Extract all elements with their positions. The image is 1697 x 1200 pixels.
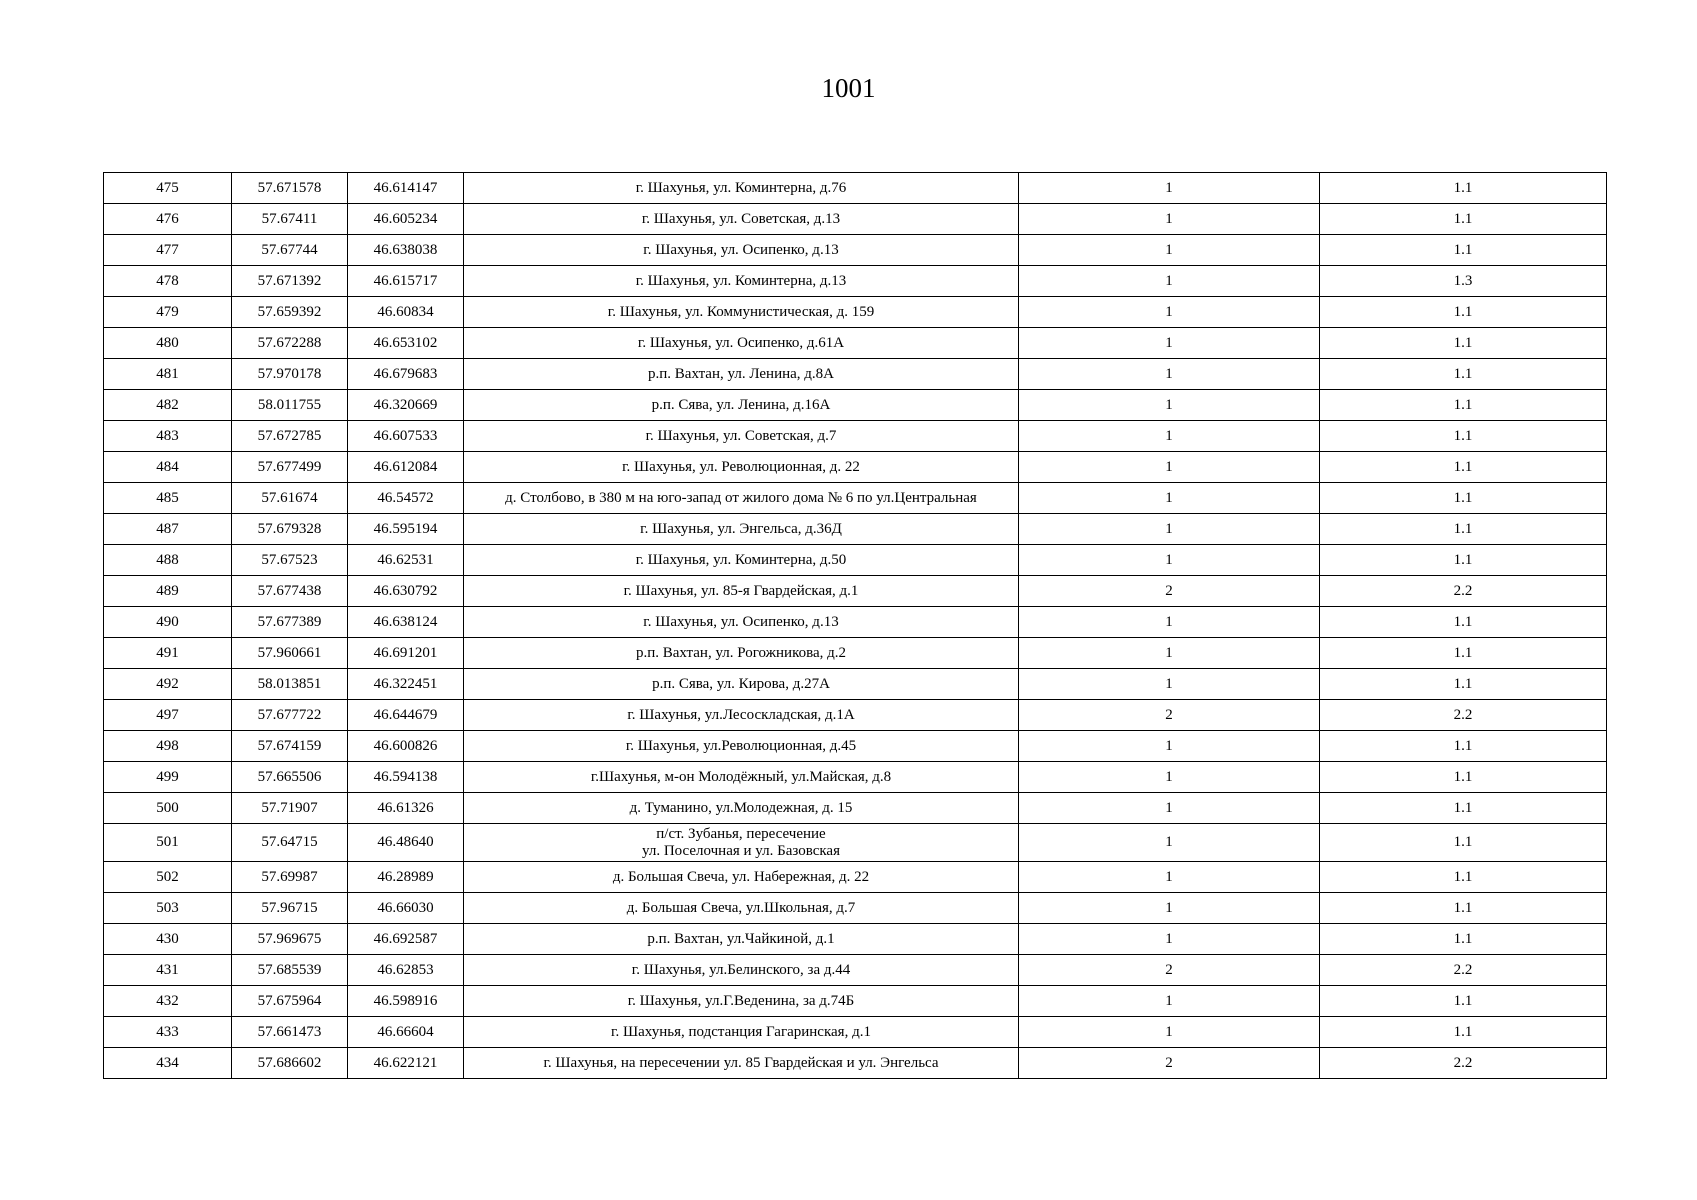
row-id-cell: 434	[104, 1048, 232, 1079]
address-line: г. Шахунья, ул. Осипенко, д.13	[643, 241, 839, 258]
table-row	[104, 390, 1607, 421]
address-line: г. Шахунья, ул. Коминтерна, д.76	[635, 179, 847, 196]
longitude-cell: 46.605234	[348, 204, 464, 235]
volume-cell: 1.1	[1320, 762, 1607, 793]
row-id-cell: 498	[104, 731, 232, 762]
volume-cell: 2.2	[1320, 700, 1607, 731]
row-id-cell: 499	[104, 762, 232, 793]
latitude-cell: 57.969675	[232, 924, 348, 955]
volume-cell: 1.1	[1320, 793, 1607, 824]
container-count-cell: 1	[1019, 986, 1320, 1017]
volume-cell: 1.1	[1320, 514, 1607, 545]
container-count-cell: 2	[1019, 955, 1320, 986]
table-row	[104, 793, 1607, 824]
address-cell	[464, 793, 1019, 824]
table-row	[104, 266, 1607, 297]
container-count-cell: 1	[1019, 204, 1320, 235]
latitude-cell: 57.672288	[232, 328, 348, 359]
address-cell	[464, 824, 1019, 862]
address-line: г. Шахунья, ул.Белинского, за д.44	[631, 961, 851, 978]
table-row	[104, 607, 1607, 638]
longitude-cell: 46.320669	[348, 390, 464, 421]
address-line: р.п. Сява, ул. Ленина, д.16А	[651, 396, 831, 413]
address-line: г. Шахунья, ул. Коминтерна, д.50	[635, 551, 847, 568]
row-id-cell: 479	[104, 297, 232, 328]
volume-cell: 1.1	[1320, 359, 1607, 390]
latitude-cell: 57.69987	[232, 862, 348, 893]
longitude-cell: 46.692587	[348, 924, 464, 955]
table-row	[104, 669, 1607, 700]
container-count-cell: 2	[1019, 1048, 1320, 1079]
container-count-cell: 1	[1019, 924, 1320, 955]
container-count-cell: 1	[1019, 862, 1320, 893]
table-row	[104, 359, 1607, 390]
table-row	[104, 700, 1607, 731]
container-count-cell: 1	[1019, 235, 1320, 266]
container-count-cell: 1	[1019, 359, 1320, 390]
container-count-cell: 1	[1019, 483, 1320, 514]
address-line: ул. Поселочная и ул. Базовская	[642, 842, 840, 859]
container-count-cell: 1	[1019, 824, 1320, 862]
container-count-cell: 2	[1019, 700, 1320, 731]
row-id-cell: 488	[104, 545, 232, 576]
table-row	[104, 638, 1607, 669]
table-row	[104, 824, 1607, 862]
row-id-cell: 484	[104, 452, 232, 483]
volume-cell: 1.1	[1320, 986, 1607, 1017]
longitude-cell: 46.62531	[348, 545, 464, 576]
address-cell	[464, 924, 1019, 955]
volume-cell: 1.1	[1320, 545, 1607, 576]
address-line: д. Большая Свеча, ул. Набережная, д. 22	[612, 868, 870, 885]
container-count-cell: 1	[1019, 793, 1320, 824]
address-line: г. Шахунья, ул.Г.Веденина, за д.74Б	[627, 992, 855, 1009]
latitude-cell: 57.67411	[232, 204, 348, 235]
volume-cell: 1.1	[1320, 328, 1607, 359]
page-number: 1001	[821, 73, 876, 103]
longitude-cell: 46.638124	[348, 607, 464, 638]
address-cell	[464, 297, 1019, 328]
address-line: р.п. Вахтан, ул. Ленина, д.8А	[648, 365, 834, 382]
table-row	[104, 297, 1607, 328]
latitude-cell: 57.665506	[232, 762, 348, 793]
longitude-cell: 46.615717	[348, 266, 464, 297]
address-cell	[464, 483, 1019, 514]
latitude-cell: 57.96715	[232, 893, 348, 924]
longitude-cell: 46.644679	[348, 700, 464, 731]
row-id-cell: 478	[104, 266, 232, 297]
address-line: р.п. Сява, ул. Кирова, д.27А	[652, 675, 830, 692]
longitude-cell: 46.66030	[348, 893, 464, 924]
address-cell	[464, 607, 1019, 638]
latitude-cell: 57.61674	[232, 483, 348, 514]
longitude-cell: 46.679683	[348, 359, 464, 390]
address-line: г. Шахунья, ул. Революционная, д. 22	[622, 458, 860, 475]
row-id-cell: 485	[104, 483, 232, 514]
container-count-cell: 1	[1019, 638, 1320, 669]
address-line: д. Туманино, ул.Молодежная, д. 15	[629, 799, 853, 816]
volume-cell: 1.1	[1320, 452, 1607, 483]
longitude-cell: 46.66604	[348, 1017, 464, 1048]
row-id-cell: 502	[104, 862, 232, 893]
volume-cell: 1.1	[1320, 924, 1607, 955]
latitude-cell: 57.661473	[232, 1017, 348, 1048]
latitude-cell: 57.671578	[232, 173, 348, 204]
longitude-cell: 46.638038	[348, 235, 464, 266]
longitude-cell: 46.322451	[348, 669, 464, 700]
address-cell	[464, 359, 1019, 390]
table-row	[104, 452, 1607, 483]
longitude-cell: 46.598916	[348, 986, 464, 1017]
row-id-cell: 430	[104, 924, 232, 955]
address-line: г. Шахунья, ул. Осипенко, д.13	[643, 613, 839, 630]
address-line: г. Шахунья, ул. Советская, д.7	[645, 427, 837, 444]
container-count-cell: 1	[1019, 669, 1320, 700]
table-row	[104, 204, 1607, 235]
table-row	[104, 1017, 1607, 1048]
address-cell	[464, 545, 1019, 576]
address-line: г. Шахунья, ул. 85-я Гвардейская, д.1	[623, 582, 859, 599]
row-id-cell: 433	[104, 1017, 232, 1048]
address-cell	[464, 700, 1019, 731]
volume-cell: 1.1	[1320, 862, 1607, 893]
address-line: г. Шахунья, на пересечении ул. 85 Гвардейская и ул. Энгельса	[543, 1054, 939, 1071]
address-cell	[464, 986, 1019, 1017]
container-count-cell: 1	[1019, 297, 1320, 328]
volume-cell: 1.1	[1320, 607, 1607, 638]
table-row	[104, 986, 1607, 1017]
longitude-cell: 46.28989	[348, 862, 464, 893]
latitude-cell: 57.970178	[232, 359, 348, 390]
table-row	[104, 328, 1607, 359]
latitude-cell: 57.677722	[232, 700, 348, 731]
latitude-cell: 57.64715	[232, 824, 348, 862]
table-row	[104, 893, 1607, 924]
container-count-cell: 2	[1019, 576, 1320, 607]
row-id-cell: 432	[104, 986, 232, 1017]
row-id-cell: 476	[104, 204, 232, 235]
table-row	[104, 924, 1607, 955]
longitude-cell: 46.607533	[348, 421, 464, 452]
table-row	[104, 421, 1607, 452]
row-id-cell: 480	[104, 328, 232, 359]
row-id-cell: 492	[104, 669, 232, 700]
longitude-cell: 46.614147	[348, 173, 464, 204]
table-row	[104, 576, 1607, 607]
volume-cell: 1.1	[1320, 893, 1607, 924]
address-cell	[464, 893, 1019, 924]
table-row	[104, 862, 1607, 893]
latitude-cell: 57.67744	[232, 235, 348, 266]
volume-cell: 1.1	[1320, 390, 1607, 421]
volume-cell: 1.1	[1320, 669, 1607, 700]
address-cell	[464, 514, 1019, 545]
row-id-cell: 501	[104, 824, 232, 862]
longitude-cell: 46.622121	[348, 1048, 464, 1079]
address-cell	[464, 731, 1019, 762]
address-line: р.п. Вахтан, ул. Рогожникова, д.2	[635, 644, 847, 661]
container-count-cell: 1	[1019, 762, 1320, 793]
address-cell	[464, 638, 1019, 669]
address-cell	[464, 669, 1019, 700]
latitude-cell: 57.679328	[232, 514, 348, 545]
volume-cell: 1.3	[1320, 266, 1607, 297]
address-line: р.п. Вахтан, ул.Чайкиной, д.1	[647, 930, 835, 947]
container-count-cell: 1	[1019, 421, 1320, 452]
volume-cell: 1.1	[1320, 824, 1607, 862]
address-cell	[464, 328, 1019, 359]
row-id-cell: 431	[104, 955, 232, 986]
address-line: г. Шахунья, подстанция Гагаринская, д.1	[611, 1023, 871, 1040]
table-row	[104, 173, 1607, 204]
latitude-cell: 58.011755	[232, 390, 348, 421]
container-count-cell: 1	[1019, 390, 1320, 421]
address-cell	[464, 266, 1019, 297]
address-line: г. Шахунья, ул.Лесоскладская, д.1А	[627, 706, 855, 723]
row-id-cell: 487	[104, 514, 232, 545]
latitude-cell: 57.677389	[232, 607, 348, 638]
row-id-cell: 503	[104, 893, 232, 924]
row-id-cell: 481	[104, 359, 232, 390]
registry-table	[103, 172, 1607, 1079]
address-cell	[464, 235, 1019, 266]
volume-cell: 1.1	[1320, 235, 1607, 266]
container-count-cell: 1	[1019, 893, 1320, 924]
latitude-cell: 57.71907	[232, 793, 348, 824]
row-id-cell: 497	[104, 700, 232, 731]
table-row	[104, 1048, 1607, 1079]
latitude-cell: 57.671392	[232, 266, 348, 297]
row-id-cell: 482	[104, 390, 232, 421]
longitude-cell: 46.653102	[348, 328, 464, 359]
row-id-cell: 475	[104, 173, 232, 204]
table-row	[104, 731, 1607, 762]
volume-cell: 1.1	[1320, 731, 1607, 762]
latitude-cell: 57.672785	[232, 421, 348, 452]
table-row	[104, 235, 1607, 266]
container-count-cell: 1	[1019, 452, 1320, 483]
volume-cell: 1.1	[1320, 297, 1607, 328]
address-line: г. Шахунья, ул. Коммунистическая, д. 159	[607, 303, 875, 320]
row-id-cell: 490	[104, 607, 232, 638]
container-count-cell: 1	[1019, 545, 1320, 576]
longitude-cell: 46.48640	[348, 824, 464, 862]
container-count-cell: 1	[1019, 266, 1320, 297]
longitude-cell: 46.594138	[348, 762, 464, 793]
longitude-cell: 46.60834	[348, 297, 464, 328]
latitude-cell: 57.659392	[232, 297, 348, 328]
latitude-cell: 57.677499	[232, 452, 348, 483]
address-cell	[464, 204, 1019, 235]
latitude-cell: 57.685539	[232, 955, 348, 986]
latitude-cell: 57.675964	[232, 986, 348, 1017]
longitude-cell: 46.54572	[348, 483, 464, 514]
address-line: г. Шахунья, ул. Советская, д.13	[641, 210, 841, 227]
table-row	[104, 514, 1607, 545]
volume-cell: 1.1	[1320, 638, 1607, 669]
address-cell	[464, 762, 1019, 793]
address-line: г. Шахунья, ул. Энгельса, д.36Д	[640, 520, 842, 537]
address-cell	[464, 576, 1019, 607]
volume-cell: 1.1	[1320, 421, 1607, 452]
latitude-cell: 57.960661	[232, 638, 348, 669]
address-line: г.Шахунья, м-он Молодёжный, ул.Майская, д.8	[590, 768, 892, 785]
row-id-cell: 489	[104, 576, 232, 607]
address-cell	[464, 173, 1019, 204]
table-row	[104, 955, 1607, 986]
volume-cell: 2.2	[1320, 955, 1607, 986]
volume-cell: 1.1	[1320, 204, 1607, 235]
container-count-cell: 1	[1019, 1017, 1320, 1048]
container-count-cell: 1	[1019, 607, 1320, 638]
volume-cell: 2.2	[1320, 576, 1607, 607]
address-line: д. Столбово, в 380 м на юго-запад от жилого дома № 6 по ул.Центральная	[505, 489, 977, 506]
longitude-cell: 46.600826	[348, 731, 464, 762]
address-cell	[464, 452, 1019, 483]
row-id-cell: 477	[104, 235, 232, 266]
volume-cell: 1.1	[1320, 483, 1607, 514]
address-line: п/ст. Зубанья, пересечение	[656, 825, 826, 842]
registry-table-body	[104, 173, 1607, 1079]
address-cell	[464, 421, 1019, 452]
longitude-cell: 46.595194	[348, 514, 464, 545]
longitude-cell: 46.630792	[348, 576, 464, 607]
longitude-cell: 46.61326	[348, 793, 464, 824]
table-row	[104, 545, 1607, 576]
address-cell	[464, 862, 1019, 893]
longitude-cell: 46.691201	[348, 638, 464, 669]
container-count-cell: 1	[1019, 173, 1320, 204]
address-cell	[464, 390, 1019, 421]
latitude-cell: 57.686602	[232, 1048, 348, 1079]
table-row	[104, 762, 1607, 793]
longitude-cell: 46.62853	[348, 955, 464, 986]
longitude-cell: 46.612084	[348, 452, 464, 483]
address-line: д. Большая Свеча, ул.Школьная, д.7	[626, 899, 856, 916]
latitude-cell: 57.674159	[232, 731, 348, 762]
row-id-cell: 483	[104, 421, 232, 452]
volume-cell: 2.2	[1320, 1048, 1607, 1079]
table-row	[104, 483, 1607, 514]
container-count-cell: 1	[1019, 328, 1320, 359]
container-count-cell: 1	[1019, 731, 1320, 762]
address-line: г. Шахунья, ул.Революционная, д.45	[625, 737, 857, 754]
address-cell	[464, 1048, 1019, 1079]
row-id-cell: 491	[104, 638, 232, 669]
volume-cell: 1.1	[1320, 1017, 1607, 1048]
address-cell	[464, 1017, 1019, 1048]
address-line: г. Шахунья, ул. Осипенко, д.61А	[637, 334, 845, 351]
container-count-cell: 1	[1019, 514, 1320, 545]
latitude-cell: 58.013851	[232, 669, 348, 700]
address-cell	[464, 955, 1019, 986]
latitude-cell: 57.67523	[232, 545, 348, 576]
volume-cell: 1.1	[1320, 173, 1607, 204]
row-id-cell: 500	[104, 793, 232, 824]
latitude-cell: 57.677438	[232, 576, 348, 607]
address-line: г. Шахунья, ул. Коминтерна, д.13	[635, 272, 847, 289]
